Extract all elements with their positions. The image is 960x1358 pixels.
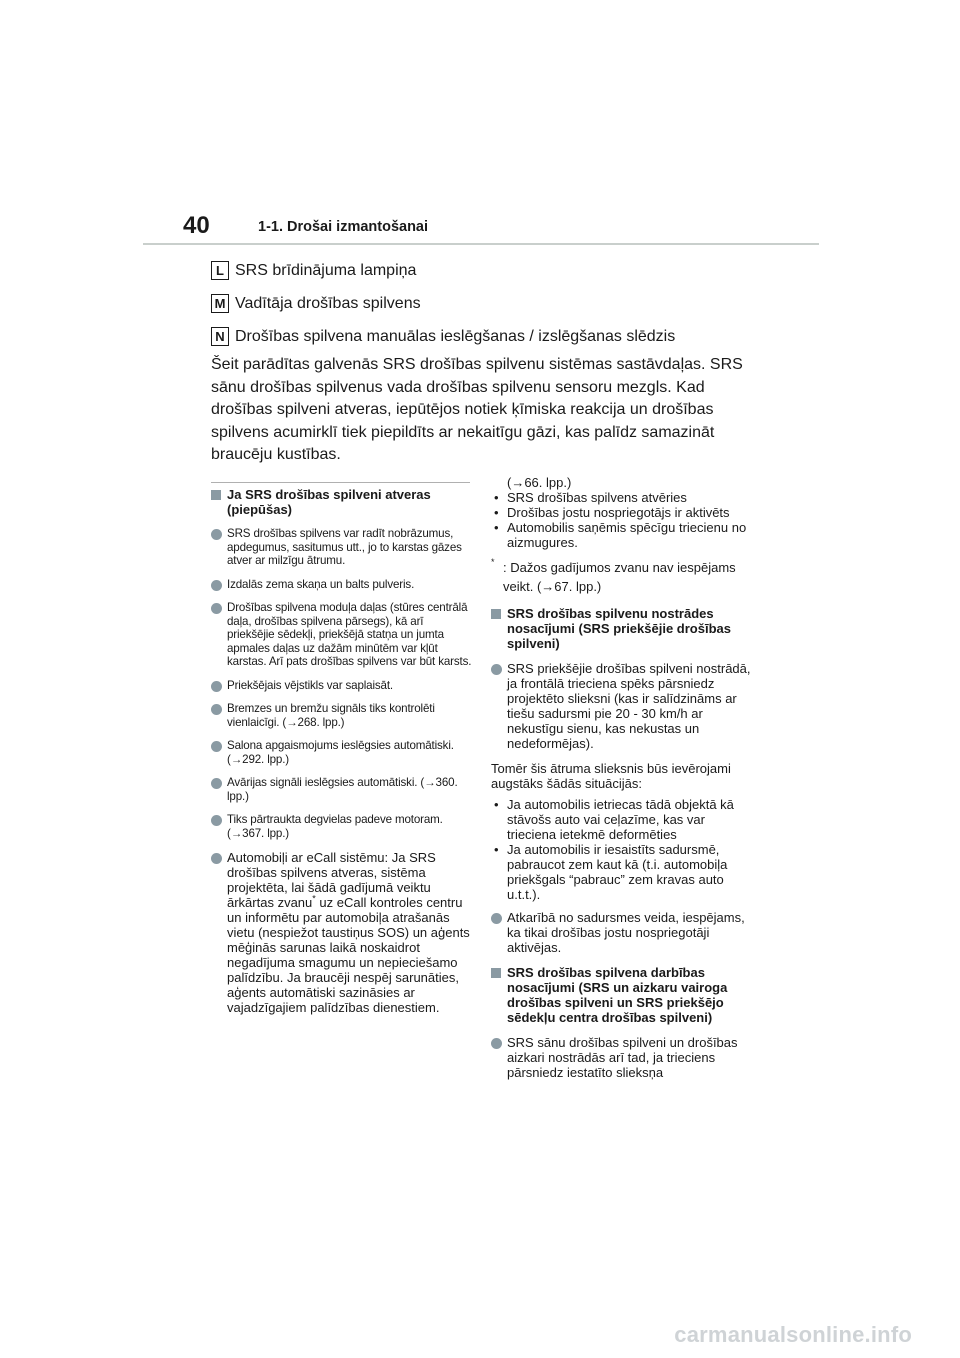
legend-text: Vadītāja drošības spilvens [235,294,421,312]
circle-bullet-icon [211,603,222,614]
list-item: Drošības spilvena moduļa daļas (stūres centrālā daļa, drošības spilvena pārsegs), kā arī priekšējie sēdekļi, priekšējā statņa un jumta apmales daļas uz dažām minūtēm var kļūt karstas. Arī pats drošības spilvens var būt karsts. [211,601,473,669]
section-heading [491,965,753,1025]
list-item: Tiks pārtraukta degvielas padeve motoram. (→367. lpp.) [211,813,473,840]
circle-bullet-icon [491,1038,502,1049]
legend-text: SRS brīdinājuma lampiņa [235,261,417,279]
list-item: Salona apgaismojums ieslēgsies automātiski. (→292. lpp.) [211,739,473,766]
circle-bullet-icon [211,778,222,789]
circle-bullet-icon [491,664,502,675]
sub-list [491,797,753,902]
legend-text: Drošības spilvena manuālas ieslēgšanas / izslēgšanas slēdzis [235,327,676,345]
legend-key-box: M [211,294,229,313]
circle-bullet-icon [211,741,222,752]
sub-list [491,490,753,550]
continuation-text: (→66. lpp.) [507,475,572,490]
circle-bullet-icon [211,529,222,540]
circle-bullet-icon [211,704,222,715]
column-rule [211,482,470,483]
right-column [491,475,753,1102]
legend-item-l [211,261,416,280]
page-number: 40 [183,212,210,239]
list-item: Bremzes un bremžu signāls tiks kontrolēti vienlaicīgi. (→268. lpp.) [211,702,473,729]
list-item: SRS priekšējie drošības spilveni nostrādā, ja frontālā trieciena spēks pārsniedz projektēto slieksni (kas ir salīdzināms ar tiešu sadursmi pie 20 - 30 km/h ar nekustīgu sienu, kas nekustas un nedeformējas). [491,661,753,751]
list-item: Priekšējais vējstikls var saplaisāt. [211,679,473,693]
square-bullet-icon [491,968,501,978]
circle-bullet-icon [211,853,222,864]
sub-list-item: • SRS drošības spilvens atvēries [494,490,687,505]
footnote-marker: * [312,893,316,904]
section-heading [491,606,753,651]
circle-bullet-icon [211,580,222,591]
list-item: SRS sānu drošības spilveni un drošības aizkari nostrādās arī tad, ja trieciens pārsniedz iestatīto slieksņa [491,1035,753,1080]
watermark: carmanualsonline.info [674,1322,912,1347]
section-title: 1-1. Drošai izmantošanai [258,219,429,235]
footnote-marker: * [491,557,495,567]
list-item: Izdalās zema skaņa un balts pulveris. [211,578,473,592]
header-rule [143,243,819,245]
list-item-ecall: Automobiļi ar eCall sistēmu: Ja SRS drošības spilvens atveras, sistēma projektēta, lai šādā gadījumā veiktu ārkārtas zvanu* uz eCall kontroles centru un informētu par automobiļa atrašanās vietu (nespiežot taustiņus SOS) un aģents mēģinās sarunas laikā noskaidrot negadījuma smagumu un nepieciešamo palīdzību. Ja braucēji nespēj sarunāties, aģents automātiski sazināsies ar vajadzīgajiem palīdzības dienestiem. [211,850,473,1015]
circle-bullet-icon [211,815,222,826]
list-item: SRS drošības spilvens var radīt nobrāzumus, apdegumus, sasitumus utt., jo to karstas gāzes atver ar milzīgu ātrumu. [211,527,473,568]
heading-text: Ja SRS drošības spilveni atveras (piepūšas) [227,487,431,517]
sub-list-item: • Ja automobilis ietriecas tādā objektā kā stāvošs auto vai ceļazīme, kas var trieciena ietekmē deformēties [494,797,734,842]
sub-list-item: • Ja automobilis ir iesaistīts sadursmē, pabraucot zem kaut kā (t.i. automobiļa priekšgals “pabrauc” zem kravas auto u.t.t.). [494,842,728,902]
heading-text: SRS drošības spilvenu nostrādes nosacījumi (SRS priekšējie drošības spilveni) [507,606,731,651]
footnote: * : Dažos gadījumos zvanu nav iespējams veikt. (→67. lpp.) [491,558,753,596]
square-bullet-icon [491,609,501,619]
legend-key-box: N [211,327,229,346]
legend-item-m [211,294,421,313]
legend-key-box: L [211,261,229,280]
legend-item-n [211,327,675,346]
list-item: Avārijas signāli ieslēgsies automātiski. (→360. lpp.) [211,776,473,803]
square-bullet-icon [211,490,221,500]
heading-text: SRS drošības spilvena darbības nosacījumi (SRS un aizkaru vairoga drošības spilveni un SRS priekšējo sēdekļu centra drošības spilveni) [507,965,728,1025]
left-column [211,487,473,1025]
list-item: Atkarībā no sadursmes veida, iespējams, ka tikai drošības jostu nospriegotāji aktivējas. [491,910,753,955]
sub-list-item: • Drošības jostu nospriegotājs ir aktivēts [494,505,730,520]
circle-bullet-icon [491,913,502,924]
intro-paragraph: Šeit parādītas galvenās SRS drošības spilvenu sistēmas sastāvdaļas. SRS sānu drošības spilvenus vada drošības spilvenu sensoru mezgls. Kad drošības spilveni atveras, iepūtējos notiek ķīmiska reakcija un drošības spilvens acumirklī tiek piepildīts ar nekaitīgu gāzi, kas palīdz samazināt braucēju kustības. [211,356,743,463]
sub-list-item: • Automobilis saņēmis spēcīgu triecienu no aizmugures. [494,520,747,550]
circle-bullet-icon [211,681,222,692]
paragraph: Tomēr šis ātruma slieksnis būs ievērojami augstāks šādās situācijās: [491,761,731,791]
section-heading [211,487,473,517]
